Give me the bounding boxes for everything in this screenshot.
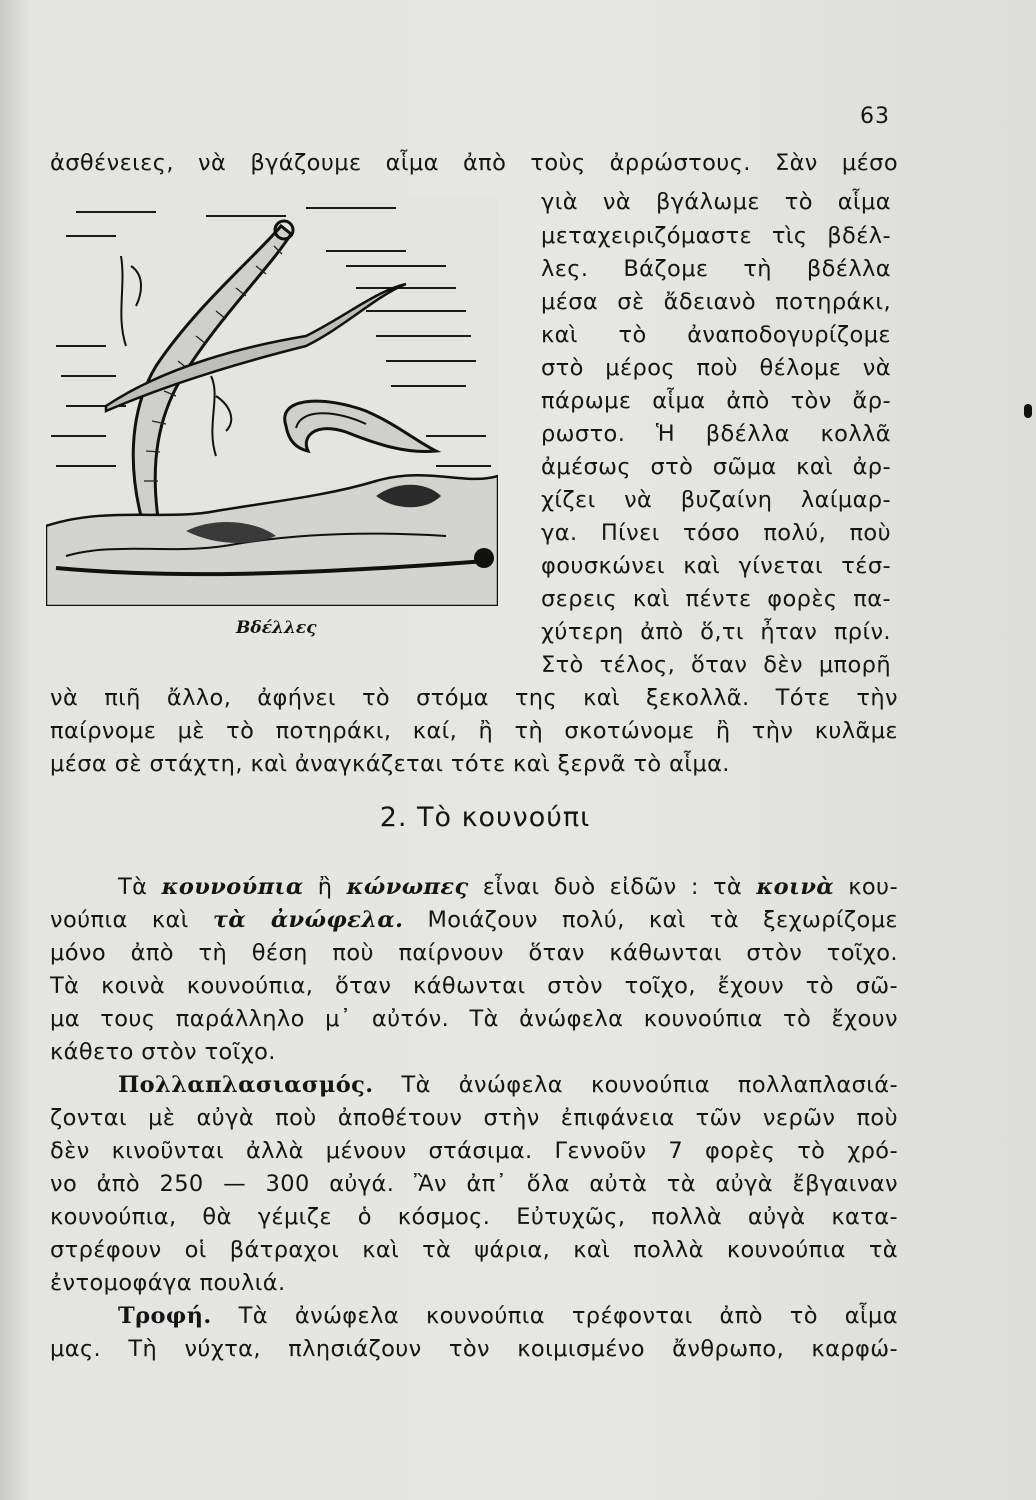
ink-mark <box>1024 404 1032 418</box>
text-line <box>50 907 898 933</box>
text-span: ἢ <box>303 874 347 900</box>
text-line: πάρωμε αἷμα ἀπὸ τὸν ἄρ- <box>541 388 891 414</box>
text-line: γα. Πίνει τόσο πολύ, ποὺ <box>541 520 891 546</box>
text-line: ἀσθένειες, νὰ βγάζουμε αἷμα ἀπὸ τοὺς ἀρρώστους. Σὰν μέσο <box>50 150 898 176</box>
text-line: Τὰ κοινὰ κουνούπια, ὅταν κάθωνται στὸν τοῖχο, ἔχουν τὸ σῶ- <box>50 973 898 999</box>
text-line: Στὸ τέλος, ὅταν δὲν μπορῆ <box>541 652 891 678</box>
figure-caption: Βδέλλες <box>236 618 317 638</box>
text-line: μα τους παράλληλο μ᾽ αὐτόν. Τὰ ἀνώφελα κουνούπια τὸ ἔχουν <box>50 1006 898 1032</box>
term-anofela: τὰ ἀνώφελα. <box>212 907 404 933</box>
text-line: κουνούπια, θὰ γέμιζε ὁ κόσμος. Εὐτυχῶς, πολλὰ αὐγὰ κατα- <box>50 1204 898 1230</box>
text-line: μας. Τὴ νύχτα, πλησιάζουν τὸν κοιμισμένο ἄνθρωπο, καρφώ- <box>50 1336 898 1362</box>
text-line: σερεις καὶ πέντε φορὲς πα- <box>541 586 891 612</box>
term-koina: κοινὰ <box>756 874 835 900</box>
section-heading: 2. Τὸ κουνούπι <box>379 802 591 833</box>
text-line: παίρνομε μὲ τὸ ποτηράκι, καί, ἢ τὴ σκοτώνομε ἢ τὴν κυλᾶμε <box>50 718 898 744</box>
text-line: μέσα σὲ ἄδειανὸ ποτηράκι, <box>541 289 891 315</box>
text-line <box>118 874 898 900</box>
text-line: στὸ μέρος ποὺ θέλομε νὰ <box>541 355 891 381</box>
text-line: καὶ τὸ ἀναποδογυρίζομε <box>541 322 891 348</box>
term-konopes: κώνωπες <box>346 874 469 900</box>
text-line <box>118 1303 898 1329</box>
text-line: μεταχειριζόμαστε τὶς βδέλ- <box>541 223 891 249</box>
text-span: Τὰ ἀνώφελα κουνούπια τρέφονται ἀπὸ τὸ αἷμα <box>211 1303 898 1329</box>
text-line: ρωστο. Ἡ βδέλλα κολλᾶ <box>541 421 891 447</box>
text-line: μέσα σὲ στάχτη, καὶ ἀναγκάζεται τότε καὶ ξερνᾶ τὸ αἷμα. <box>50 751 730 777</box>
subheading-food: Τροφή. <box>118 1303 212 1329</box>
term-kounoupia: κουνούπια <box>161 874 304 900</box>
subheading-reproduction: Πολλαπλασιασμός. <box>118 1072 374 1098</box>
text-span: Τὰ <box>118 874 162 900</box>
text-line: ἐντομοφάγα πουλιά. <box>50 1270 286 1296</box>
page-number: 63 <box>860 104 890 129</box>
text-line: ἀμέσως στὸ σῶμα καὶ ἀρ- <box>541 454 891 480</box>
text-line: μόνο ἀπὸ τὴ θέση ποὺ παίρνουν ὅταν κάθωνται στὸν τοῖχο. <box>50 940 898 966</box>
leeches-illustration <box>46 196 498 606</box>
text-span: Τὰ ἀνώφελα κουνούπια πολλαπλασιά- <box>373 1072 898 1098</box>
text-line: κάθετο στὸν τοῖχο. <box>50 1039 276 1065</box>
text-line: φουσκώνει καὶ γίνεται τέσ- <box>541 553 891 579</box>
text-line: δὲν κινοῦνται ἀλλὰ μένουν στάσιμα. Γεννοῦν 7 φορὲς τὸ χρό- <box>50 1138 898 1164</box>
text-line: χύτερη ἀπὸ ὅ,τι ἦταν πρίν. <box>541 619 891 645</box>
text-line: γιὰ νὰ βγάλωμε τὸ αἷμα <box>541 189 891 215</box>
text-line: λες. Βάζομε τὴ βδέλλα <box>541 256 891 282</box>
text-span: κου- <box>834 874 898 900</box>
text-span: εἶναι δυὸ εἰδῶν : τὰ <box>468 874 757 900</box>
text-line: ζονται μὲ αὐγὰ ποὺ ἀποθέτουν στὴν ἐπιφάνεια τῶν νερῶν ποὺ <box>50 1105 898 1131</box>
text-line: νο ἀπὸ 250 — 300 αὐγά. Ἂν ἀπ᾽ ὅλα αὐτὰ τὰ αὐγὰ ἔβγαιναν <box>50 1171 898 1197</box>
text-line <box>118 1072 898 1098</box>
text-span: νούπια καὶ <box>50 907 213 933</box>
text-line: χίζει νὰ βυζαίνη λαίμαρ- <box>541 487 891 513</box>
text-line: νὰ πιῆ ἄλλο, ἀφήνει τὸ στόμα της καὶ ξεκολλᾶ. Τότε τὴν <box>50 685 898 711</box>
text-span: Μοιάζουν πολύ, καὶ τὰ ξεχωρίζομε <box>403 907 898 933</box>
text-line: στρέφουν οἱ βάτραχοι καὶ τὰ ψάρια, καὶ πολλὰ κουνούπια τὰ <box>50 1237 898 1263</box>
